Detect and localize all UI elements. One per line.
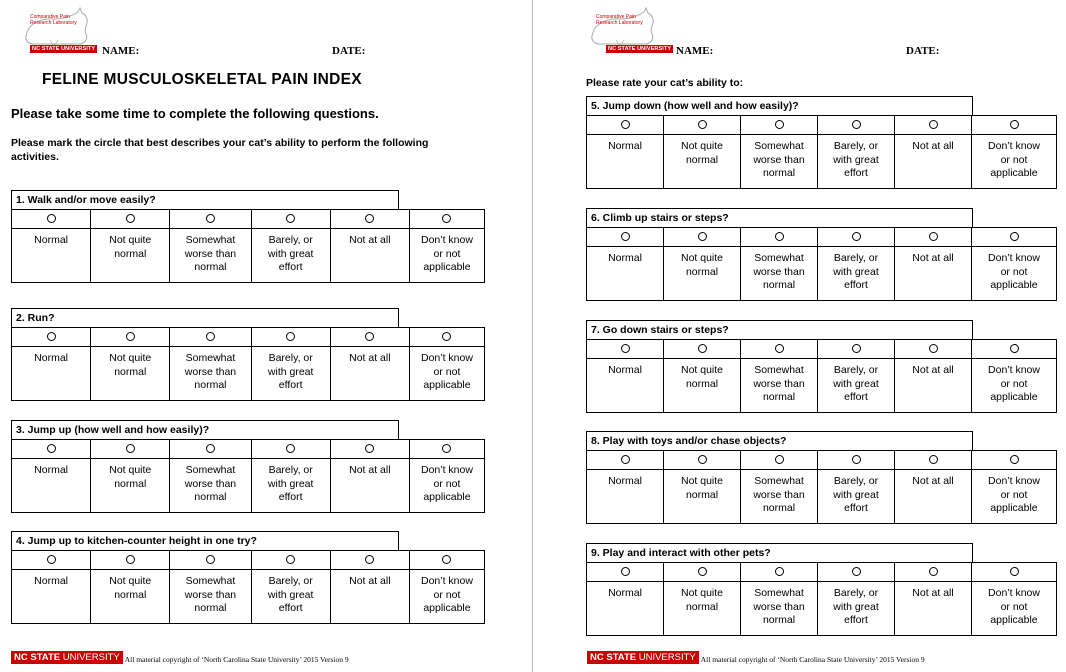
date-label: DATE: (906, 45, 940, 57)
radio-cell[interactable] (91, 328, 170, 347)
radio-cell[interactable] (91, 551, 170, 570)
label-row (12, 229, 485, 283)
radio-cell[interactable] (12, 440, 91, 459)
option-label: Not quite normal (680, 140, 724, 166)
option-cell (170, 459, 251, 513)
radio-row (12, 328, 485, 347)
option-cell (741, 359, 818, 413)
radio-circle-icon[interactable] (1010, 232, 1019, 241)
option-cell (409, 459, 484, 513)
radio-cell[interactable] (170, 440, 251, 459)
option-cell (664, 582, 741, 636)
radio-circle-icon[interactable] (365, 332, 374, 341)
radio-cell[interactable] (818, 116, 895, 135)
option-label: Not quite normal (109, 575, 152, 601)
option-label: Somewhat worse than normal (753, 475, 805, 514)
option-cell (895, 135, 972, 189)
answer-options-table (586, 227, 1057, 301)
option-label: Don’t know or not applicable (420, 575, 473, 614)
option-cell (741, 582, 818, 636)
radio-circle-icon[interactable] (775, 455, 784, 464)
option-label: Somewhat worse than normal (753, 140, 805, 179)
option-cell (330, 570, 409, 624)
option-cell (12, 229, 91, 283)
option-cell (664, 247, 741, 301)
answer-options-table (586, 339, 1057, 413)
radio-circle-icon[interactable] (775, 344, 784, 353)
radio-cell[interactable] (741, 340, 818, 359)
lab-name-line1: Comparative Pain (596, 14, 636, 20)
radio-circle-icon[interactable] (365, 214, 374, 223)
radio-circle-icon[interactable] (621, 567, 630, 576)
option-label: Not at all (349, 352, 391, 364)
radio-circle-icon[interactable] (365, 555, 374, 564)
option-cell (895, 582, 972, 636)
option-label: Don’t know or not applicable (988, 475, 1040, 514)
radio-circle-icon[interactable] (852, 232, 861, 241)
radio-circle-icon[interactable] (365, 444, 374, 453)
answer-options-table (11, 550, 485, 624)
question-title: 4. Jump up to kitchen-counter height in one try? (11, 531, 399, 551)
option-cell (741, 135, 818, 189)
radio-cell[interactable] (330, 210, 409, 229)
option-label: Don’t know or not applicable (988, 587, 1040, 626)
radio-circle-icon[interactable] (621, 455, 630, 464)
option-cell (330, 459, 409, 513)
option-label: Not at all (912, 252, 954, 264)
answer-options-table (11, 439, 485, 513)
radio-row (587, 116, 1057, 135)
radio-circle-icon[interactable] (47, 444, 56, 453)
option-cell (409, 229, 484, 283)
radio-cell[interactable] (818, 451, 895, 470)
option-label: Barely, or with great effort (833, 140, 879, 179)
page-2 (534, 0, 1066, 672)
radio-cell[interactable] (330, 440, 409, 459)
radio-circle-icon[interactable] (206, 332, 215, 341)
name-label: NAME: (102, 45, 140, 57)
option-label: Barely, or with great effort (833, 364, 879, 403)
radio-cell[interactable] (664, 563, 741, 582)
radio-cell[interactable] (91, 440, 170, 459)
lab-name-line2: Research Laboratory (596, 20, 643, 26)
option-label: Normal (608, 587, 642, 599)
option-label: Somewhat worse than normal (184, 352, 237, 391)
question-title: 3. Jump up (how well and how easily)? (11, 420, 399, 440)
radio-circle-icon[interactable] (206, 444, 215, 453)
radio-cell[interactable] (409, 210, 484, 229)
option-cell (818, 470, 895, 524)
option-cell (170, 570, 251, 624)
option-cell (330, 229, 409, 283)
answer-options-table (11, 209, 485, 283)
radio-cell[interactable] (409, 551, 484, 570)
radio-cell[interactable] (818, 228, 895, 247)
lab-name (30, 14, 77, 26)
radio-cell[interactable] (170, 210, 251, 229)
radio-cell[interactable] (664, 116, 741, 135)
radio-cell[interactable] (972, 228, 1057, 247)
option-label: Not at all (912, 475, 954, 487)
option-label: Not quite normal (680, 364, 724, 390)
radio-cell[interactable] (409, 440, 484, 459)
radio-cell[interactable] (818, 340, 895, 359)
option-cell (972, 470, 1057, 524)
option-label: Not quite normal (680, 587, 724, 613)
radio-cell[interactable] (741, 228, 818, 247)
radio-cell[interactable] (587, 228, 664, 247)
footer-logo-rest: UNIVERSITY (60, 652, 120, 663)
option-label: Not quite normal (109, 352, 152, 378)
option-cell (895, 470, 972, 524)
radio-cell[interactable] (251, 551, 330, 570)
option-label: Normal (34, 464, 68, 476)
option-cell (741, 470, 818, 524)
radio-circle-icon[interactable] (698, 567, 707, 576)
radio-cell[interactable] (741, 451, 818, 470)
radio-row (12, 440, 485, 459)
footer-logo-rest: UNIVERSITY (636, 652, 696, 663)
option-cell (972, 135, 1057, 189)
radio-cell[interactable] (409, 328, 484, 347)
radio-circle-icon[interactable] (286, 444, 295, 453)
radio-circle-icon[interactable] (1010, 120, 1019, 129)
option-label: Somewhat worse than normal (753, 252, 805, 291)
label-row (587, 135, 1057, 189)
radio-circle-icon[interactable] (621, 120, 630, 129)
question-title: 9. Play and interact with other pets? (586, 543, 973, 563)
radio-cell[interactable] (664, 228, 741, 247)
radio-circle-icon[interactable] (47, 555, 56, 564)
option-cell (972, 247, 1057, 301)
option-cell (587, 247, 664, 301)
radio-cell[interactable] (91, 210, 170, 229)
option-label: Barely, or with great effort (267, 234, 314, 273)
footer-logo (587, 651, 699, 664)
label-row (587, 470, 1057, 524)
option-cell (12, 459, 91, 513)
option-label: Not quite normal (680, 252, 724, 278)
question-title: 2. Run? (11, 308, 399, 328)
option-cell (409, 570, 484, 624)
lab-logo (20, 6, 96, 56)
radio-circle-icon[interactable] (698, 344, 707, 353)
footer-logo (11, 651, 123, 664)
option-label: Somewhat worse than normal (184, 575, 237, 614)
option-label: Barely, or with great effort (833, 252, 879, 291)
option-cell (170, 229, 251, 283)
question-title: 6. Climb up stairs or steps? (586, 208, 973, 228)
option-label: Don’t know or not applicable (420, 234, 473, 273)
option-label: Not quite normal (109, 464, 152, 490)
radio-row (587, 451, 1057, 470)
lab-name-line2: Research Laboratory (30, 20, 77, 26)
lab-logo (586, 6, 672, 56)
lab-name (596, 14, 643, 26)
instructions-text: Please mark the circle that best describes your cat’s ability to perform the following activities. (11, 137, 429, 163)
option-label: Not at all (349, 464, 391, 476)
radio-cell[interactable] (972, 451, 1057, 470)
option-label: Not at all (912, 587, 954, 599)
radio-circle-icon[interactable] (698, 120, 707, 129)
radio-circle-icon[interactable] (126, 214, 135, 223)
radio-circle-icon[interactable] (929, 455, 938, 464)
radio-cell[interactable] (251, 210, 330, 229)
radio-cell[interactable] (895, 451, 972, 470)
option-label: Don’t know or not applicable (420, 464, 473, 503)
ncsu-badge: NC STATE UNIVERSITY (608, 46, 672, 52)
option-cell (251, 347, 330, 401)
radio-circle-icon[interactable] (929, 232, 938, 241)
footer-logo-bold: NC STATE (14, 652, 61, 663)
option-label: Somewhat worse than normal (753, 587, 805, 626)
radio-circle-icon[interactable] (286, 332, 295, 341)
option-cell (818, 247, 895, 301)
option-label: Not quite normal (680, 475, 724, 501)
answer-options-table (586, 450, 1057, 524)
radio-cell[interactable] (170, 328, 251, 347)
radio-circle-icon[interactable] (621, 232, 630, 241)
radio-circle-icon[interactable] (126, 555, 135, 564)
answer-options-table (586, 115, 1057, 189)
radio-circle-icon[interactable] (286, 555, 295, 564)
radio-circle-icon[interactable] (126, 444, 135, 453)
option-label: Barely, or with great effort (833, 475, 879, 514)
radio-cell[interactable] (330, 551, 409, 570)
document-title: FELINE MUSCULOSKELETAL PAIN INDEX (42, 71, 362, 88)
radio-cell[interactable] (895, 340, 972, 359)
footer (587, 646, 925, 664)
radio-cell[interactable] (170, 551, 251, 570)
copyright-text: All material copyright of ‘North Carolina State University’ 2015 Version 9 (700, 655, 925, 664)
option-cell (251, 570, 330, 624)
label-row (587, 582, 1057, 636)
label-row (587, 359, 1057, 413)
option-cell (587, 359, 664, 413)
radio-circle-icon[interactable] (852, 455, 861, 464)
option-label: Somewhat worse than normal (753, 364, 805, 403)
radio-row (587, 340, 1057, 359)
radio-circle-icon[interactable] (929, 344, 938, 353)
option-label: Somewhat worse than normal (184, 234, 237, 273)
radio-cell[interactable] (895, 228, 972, 247)
radio-circle-icon[interactable] (698, 232, 707, 241)
radio-cell[interactable] (741, 563, 818, 582)
option-cell (251, 229, 330, 283)
option-cell (91, 229, 170, 283)
page-1 (0, 0, 532, 672)
option-label: Don’t know or not applicable (988, 364, 1040, 403)
option-cell (818, 135, 895, 189)
ncsu-badge: NC STATE UNIVERSITY (32, 46, 96, 52)
option-label: Barely, or with great effort (267, 575, 314, 614)
option-cell (895, 247, 972, 301)
radio-cell[interactable] (664, 451, 741, 470)
radio-circle-icon[interactable] (442, 555, 451, 564)
radio-circle-icon[interactable] (442, 444, 451, 453)
option-label: Don’t know or not applicable (988, 252, 1040, 291)
question-title: 7. Go down stairs or steps? (586, 320, 973, 340)
option-label: Normal (608, 475, 642, 487)
label-row (12, 347, 485, 401)
option-cell (251, 459, 330, 513)
radio-circle-icon[interactable] (126, 332, 135, 341)
copyright-text: All material copyright of ‘North Carolina State University’ 2015 Version 9 (124, 655, 349, 664)
radio-circle-icon[interactable] (286, 214, 295, 223)
radio-circle-icon[interactable] (442, 332, 451, 341)
option-cell (330, 347, 409, 401)
option-label: Normal (34, 234, 68, 246)
option-label: Barely, or with great effort (833, 587, 879, 626)
radio-circle-icon[interactable] (47, 214, 56, 223)
option-label: Not at all (349, 575, 391, 587)
radio-circle-icon[interactable] (206, 214, 215, 223)
radio-cell[interactable] (972, 116, 1057, 135)
radio-cell[interactable] (972, 563, 1057, 582)
option-label: Don’t know or not applicable (988, 140, 1040, 179)
radio-circle-icon[interactable] (775, 232, 784, 241)
radio-cell[interactable] (741, 116, 818, 135)
radio-row (12, 551, 485, 570)
option-cell (12, 347, 91, 401)
footer-logo-bold: NC STATE (590, 652, 637, 663)
question-title: 1. Walk and/or move easily? (11, 190, 399, 210)
radio-circle-icon[interactable] (1010, 455, 1019, 464)
option-cell (91, 570, 170, 624)
radio-circle-icon[interactable] (47, 332, 56, 341)
radio-row (587, 228, 1057, 247)
option-cell (12, 570, 91, 624)
option-label: Normal (608, 252, 642, 264)
radio-cell[interactable] (330, 328, 409, 347)
radio-circle-icon[interactable] (852, 567, 861, 576)
rate-intro-text: Please rate your cat’s ability to: (586, 77, 744, 89)
radio-circle-icon[interactable] (206, 555, 215, 564)
radio-cell[interactable] (587, 563, 664, 582)
date-label: DATE: (332, 45, 366, 57)
radio-circle-icon[interactable] (852, 344, 861, 353)
radio-cell[interactable] (12, 551, 91, 570)
option-label: Not quite normal (109, 234, 152, 260)
option-label: Not at all (912, 140, 954, 152)
radio-circle-icon[interactable] (775, 120, 784, 129)
option-cell (972, 582, 1057, 636)
option-cell (664, 470, 741, 524)
option-cell (587, 470, 664, 524)
label-row (12, 459, 485, 513)
intro-text: Please take some time to complete the following questions. (11, 106, 379, 121)
option-label: Normal (34, 575, 68, 587)
radio-cell[interactable] (895, 563, 972, 582)
footer (11, 646, 349, 664)
label-row (587, 247, 1057, 301)
radio-circle-icon[interactable] (929, 120, 938, 129)
radio-row (12, 210, 485, 229)
radio-cell[interactable] (587, 116, 664, 135)
option-cell (91, 347, 170, 401)
radio-cell[interactable] (12, 328, 91, 347)
option-cell (741, 247, 818, 301)
option-cell (587, 135, 664, 189)
radio-cell[interactable] (818, 563, 895, 582)
option-cell (818, 359, 895, 413)
radio-circle-icon[interactable] (1010, 344, 1019, 353)
radio-circle-icon[interactable] (698, 455, 707, 464)
radio-cell[interactable] (587, 451, 664, 470)
option-cell (972, 359, 1057, 413)
option-label: Not at all (349, 234, 391, 246)
answer-options-table (11, 327, 485, 401)
name-label: NAME: (676, 45, 714, 57)
option-cell (170, 347, 251, 401)
option-label: Normal (608, 140, 642, 152)
page-divider (532, 0, 533, 672)
radio-circle-icon[interactable] (852, 120, 861, 129)
lab-name-line1: Comparative Pain (30, 14, 70, 20)
option-cell (91, 459, 170, 513)
radio-circle-icon[interactable] (621, 344, 630, 353)
option-cell (587, 582, 664, 636)
option-label: Barely, or with great effort (267, 352, 314, 391)
option-label: Don’t know or not applicable (420, 352, 473, 391)
radio-circle-icon[interactable] (775, 567, 784, 576)
radio-cell[interactable] (12, 210, 91, 229)
option-label: Not at all (912, 364, 954, 376)
radio-cell[interactable] (587, 340, 664, 359)
radio-circle-icon[interactable] (929, 567, 938, 576)
option-label: Normal (34, 352, 68, 364)
option-label: Barely, or with great effort (267, 464, 314, 503)
option-cell (664, 359, 741, 413)
question-title: 8. Play with toys and/or chase objects? (586, 431, 973, 451)
radio-cell[interactable] (972, 340, 1057, 359)
label-row (12, 570, 485, 624)
radio-cell[interactable] (664, 340, 741, 359)
radio-circle-icon[interactable] (442, 214, 451, 223)
option-label: Somewhat worse than normal (184, 464, 237, 503)
option-cell (818, 582, 895, 636)
answer-options-table (586, 562, 1057, 636)
question-title: 5. Jump down (how well and how easily)? (586, 96, 973, 116)
radio-cell[interactable] (895, 116, 972, 135)
radio-cell[interactable] (251, 440, 330, 459)
option-cell (409, 347, 484, 401)
radio-cell[interactable] (251, 328, 330, 347)
radio-row (587, 563, 1057, 582)
option-label: Normal (608, 364, 642, 376)
option-cell (895, 359, 972, 413)
option-cell (664, 135, 741, 189)
radio-circle-icon[interactable] (1010, 567, 1019, 576)
